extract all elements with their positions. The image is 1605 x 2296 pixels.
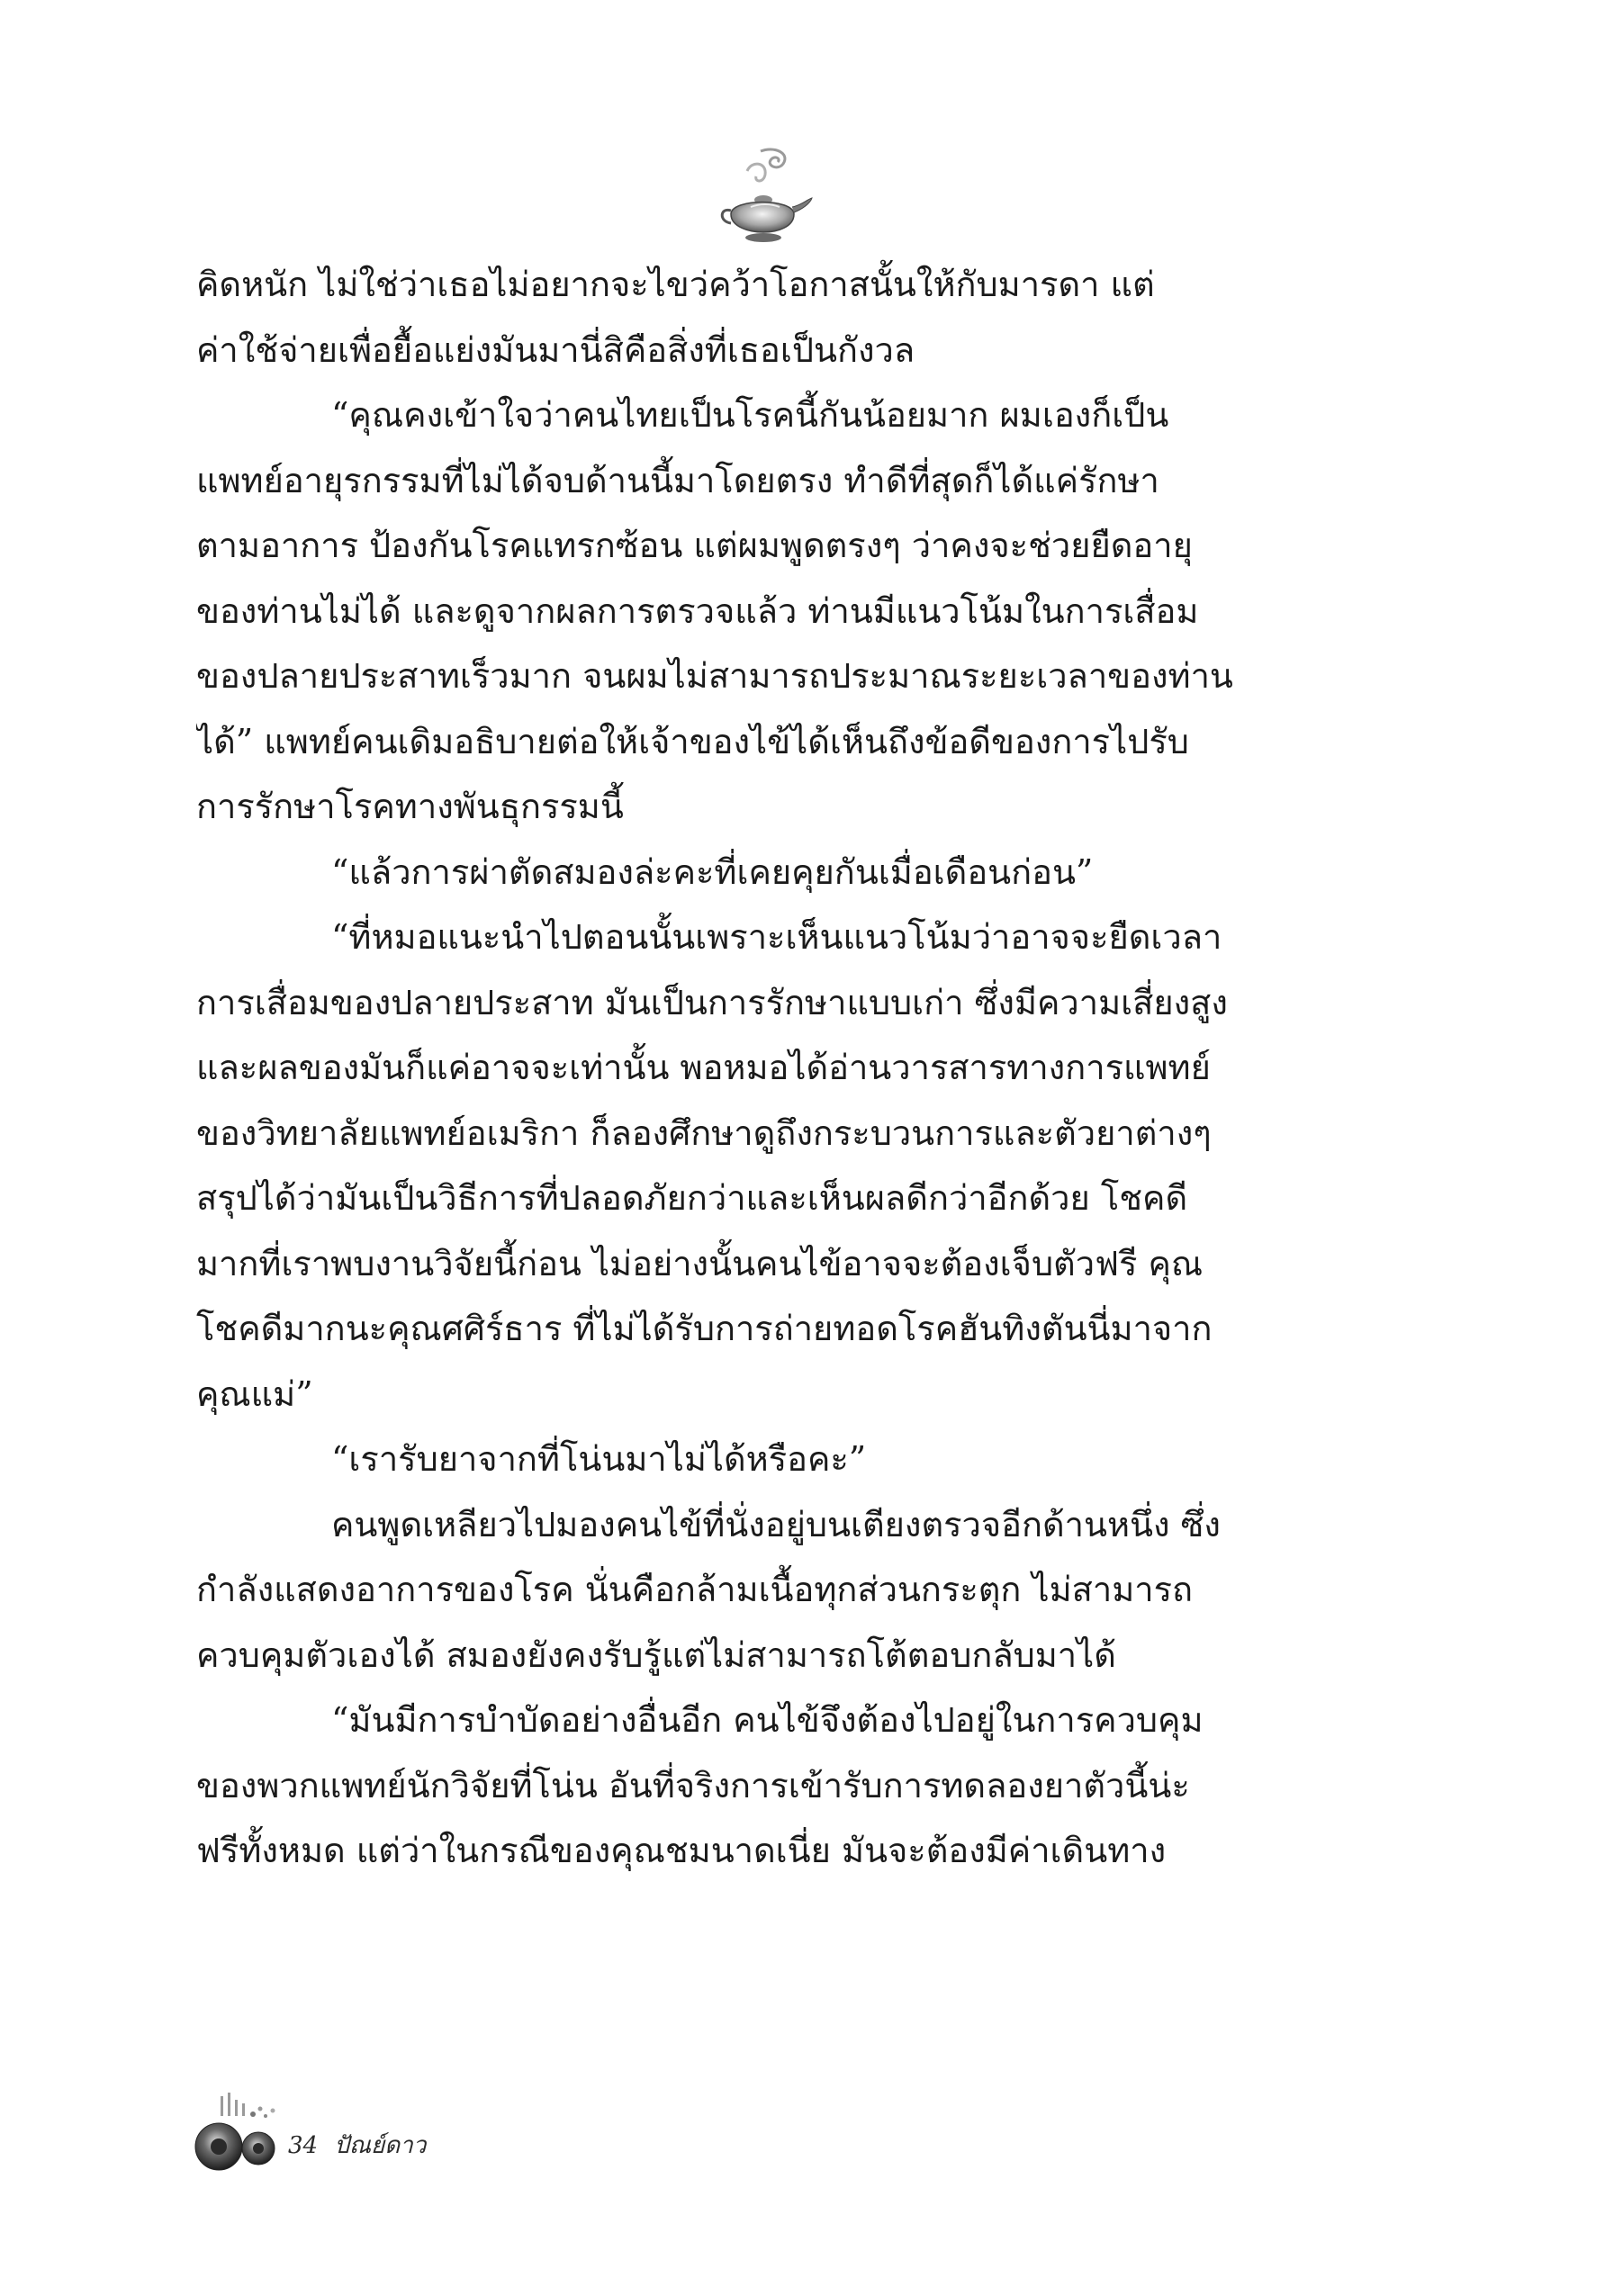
text-line: คิดหนัก ไม่ใช่ว่าเธอไม่อยากจะไขว่คว้าโอกาสนั้นให้กับมารดา แต่ bbox=[196, 265, 1155, 304]
page-number: 34 bbox=[288, 2132, 319, 2159]
text-line: “คุณคงเข้าใจว่าคนไทยเป็นโรคนี้กันน้อยมาก ผมเองก็เป็น bbox=[331, 395, 1169, 435]
speaker-ornament-icon bbox=[194, 2093, 293, 2174]
text-line: คนพูดเหลียวไปมองคนไข้ที่นั่งอยู่บนเตียงตรวจอีกด้านหนึ่ง ซึ่ง bbox=[331, 1504, 1221, 1544]
text-line: ของปลายประสาทเร็วมาก จนผมไม่สามารถประมาณระยะเวลาของท่าน bbox=[196, 656, 1233, 696]
text-line: ของพวกแพทย์นักวิจัยที่โน่น อันที่จริงการเข้ารับการทดลองยาตัวนี้น่ะ bbox=[196, 1765, 1190, 1805]
text-line: ควบคุมตัวเองได้ สมองยังคงรับรู้แต่ไม่สามารถโต้ตอบกลับมาได้ bbox=[196, 1634, 1116, 1675]
text-line: ฟรีทั้งหมด แต่ว่าในกรณีของคุณชมนาดเนี่ย มันจะต้องมีค่าเดินทาง bbox=[196, 1831, 1167, 1870]
body-text bbox=[196, 252, 1357, 1884]
text-line: การเสื่อมของปลายประสาท มันเป็นการรักษาแบบเก่า ซึ่งมีความเสี่ยงสูง bbox=[196, 982, 1228, 1022]
footer-label bbox=[288, 2127, 435, 2164]
text-line: และผลของมันก็แค่อาจจะเท่านั้น พอหมอได้อ่านวารสารทางการแพทย์ bbox=[196, 1048, 1211, 1087]
text-line: ตามอาการ ป้องกันโรคแทรกซ้อน แต่ผมพูดตรงๆ ว่าคงจะช่วยยืดอายุ bbox=[196, 526, 1193, 565]
text-line: มากที่เราพบงานวิจัยนี้ก่อน ไม่อย่างนั้นคนไข้อาจจะต้องเจ็บตัวฟรี คุณ bbox=[196, 1243, 1204, 1283]
text-line: ของท่านไม่ได้ และดูจากผลการตรวจแล้ว ท่านมีแนวโน้มในการเสื่อม bbox=[196, 590, 1199, 631]
text-line: ค่าใช้จ่ายเพื่อยื้อแย่งมันมานี่สิคือสิ่งที่เธอเป็นกังวล bbox=[196, 329, 915, 370]
text-line: “เรารับยาจากที่โน่นมาไม่ได้หรือคะ” bbox=[331, 1439, 867, 1479]
text-line: โชคดีมากนะคุณศศิร์ธาร ที่ไม่ได้รับการถ่ายทอดโรคฮันทิงตันนี่มาจาก bbox=[196, 1309, 1213, 1348]
page-footer bbox=[194, 2093, 554, 2174]
book-title: ปัณย์ดาว bbox=[334, 2132, 427, 2159]
text-line: “มันมีการบำบัดอย่างอื่นอีก คนไข้จึงต้องไปอยู่ในการควบคุม bbox=[331, 1700, 1204, 1740]
text-line: ของวิทยาลัยแพทย์อเมริกา ก็ลองศึกษาดูถึงกระบวนการและตัวยาต่างๆ bbox=[196, 1112, 1212, 1153]
text-line: แพทย์อายุรกรรมที่ไม่ได้จบด้านนี้มาโดยตรง ทำดีที่สุดก็ได้แค่รักษา bbox=[196, 460, 1159, 500]
text-line: “แล้วการผ่าตัดสมองล่ะคะที่เคยคุยกันเมื่อเดือนก่อน” bbox=[331, 851, 1094, 892]
magic-lamp-ornament-icon bbox=[711, 144, 815, 248]
text-line: กำลังแสดงอาการของโรค นั่นคือกล้ามเนื้อทุกส่วนกระตุก ไม่สามารถ bbox=[196, 1570, 1194, 1609]
text-line: “ที่หมอแนะนำไปตอนนั้นเพราะเห็นแนวโน้มว่าอาจจะยืดเวลา bbox=[331, 917, 1222, 957]
text-line: สรุปได้ว่ามันเป็นวิธีการที่ปลอดภัยกว่าและเห็นผลดีกว่าอีกด้วย โชคดี bbox=[196, 1178, 1188, 1218]
text-line: คุณแม่” bbox=[196, 1373, 313, 1414]
text-line: การรักษาโรคทางพันธุกรรมนี้ bbox=[196, 787, 624, 826]
text-line: ได้” แพทย์คนเดิมอธิบายต่อให้เจ้าของไข้ได้เห็นถึงข้อดีของการไปรับ bbox=[196, 721, 1189, 761]
